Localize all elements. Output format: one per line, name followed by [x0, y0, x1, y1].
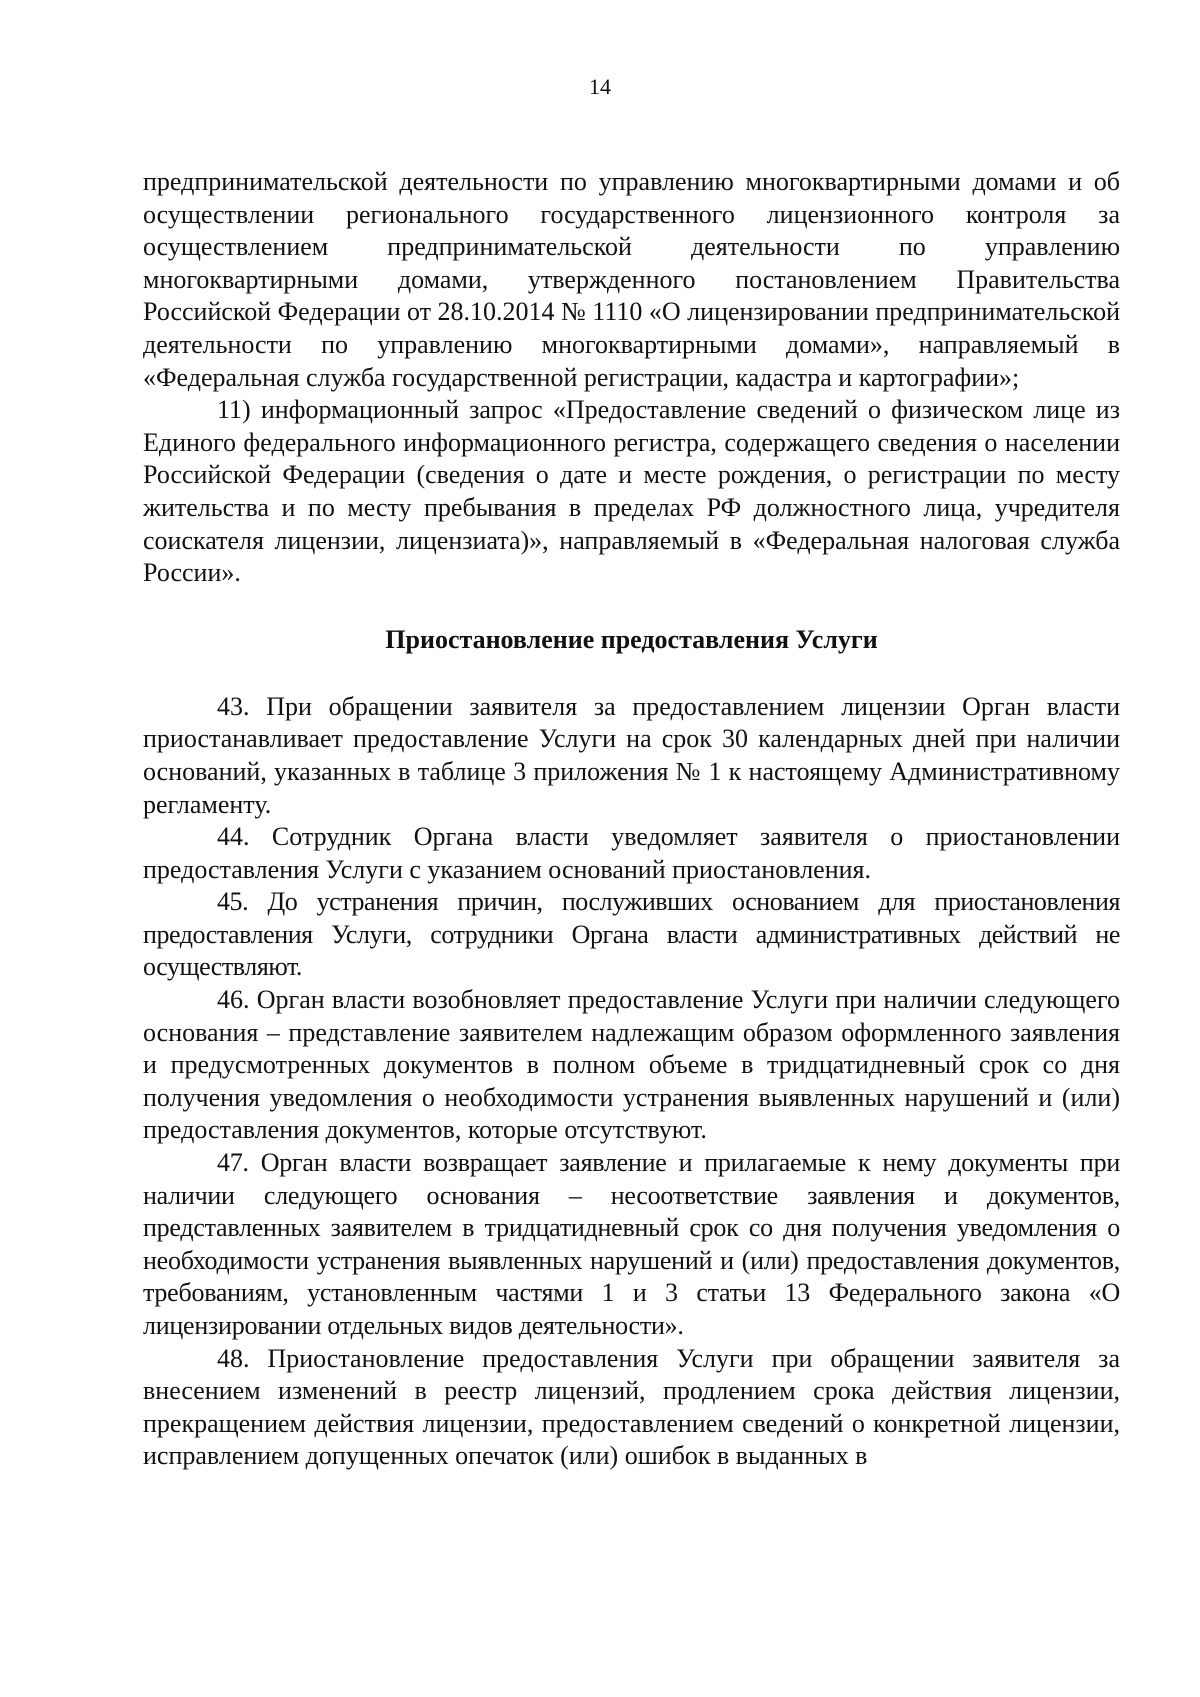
paragraph-48: 48. Приостановление предоставления Услуги при обращении заявителя за внесением изменений в реестр лицензий, продлением срока действия лицензии, прекращением действия лицензии, предоставлением сведений о конкретной лицензии, исправлением допущенных опечаток (или) ошибок в выданных в [143, 1343, 1120, 1471]
paragraph-continuation: предпринимательской деятельности по управлению многоквартирными домами и об осуществлении регионального государственного лицензионного контроля за осуществлением предпринимательской деятельности по управлению многоквартирными домами, утвержденного постановлением Правительства Российской Федерации от 28.10.2014 № 1110 «О лицензировании предпринимательской деятельности по управлению многоквартирными домами», направляемый в «Федеральная служба государственной регистрации, кадастра и картографии»; [143, 167, 1120, 392]
page-number: 14 [589, 74, 611, 99]
paragraph-45: 45. До устранения причин, послуживших основанием для приостановления предоставления Услуги, сотрудники Органа власти административных действий не осуществляют. [143, 887, 1120, 982]
paragraph-44: 44. Сотрудник Органа власти уведомляет заявителя о приостановлении предоставления Услуги с указанием оснований приостановления. [143, 822, 1120, 884]
paragraph-item-11: 11) информационный запрос «Предоставление сведений о физическом лице из Единого федерального информационного регистра, содержащего сведения о населении Российской Федерации (сведения о дате и месте рождения, о регистрации по месту жительства и по месту пребывания в пределах РФ должностного лица, учредителя соискателя лицензии, лицензиата)», направляемый в «Федеральная налоговая служба России». [143, 395, 1120, 588]
section-heading: Приостановление предоставления Услуги [385, 624, 878, 654]
paragraph-43: 43. При обращении заявителя за предоставлением лицензии Орган власти приостанавливает предоставление Услуги на срок 30 календарных дней при наличии оснований, указанных в таблице 3 приложения № 1 к настоящему Административному регламенту. [143, 691, 1120, 819]
paragraph-47: 47. Орган власти возвращает заявление и прилагаемые к нему документы при наличии следующего основания – несоответствие заявления и документов, представленных заявителем в тридцатидневный срок со дня получения уведомления о необходимости устранения выявленных нарушений и (или) предоставления документов, требованиям, установленным частями 1 и 3 статьи 13 Федерального закона «О лицензировании отдельных видов деятельности». [143, 1148, 1120, 1340]
document-body [143, 166, 1120, 1473]
paragraph-46: 46. Орган власти возобновляет предоставление Услуги при наличии следующего основания – представление заявителем надлежащим образом оформленного заявления и предусмотренных документов в полном объеме в тридцатидневный срок со дня получения уведомления о необходимости устранения выявленных нарушений и (или) предоставления документов, которые отсутствуют. [143, 985, 1120, 1145]
